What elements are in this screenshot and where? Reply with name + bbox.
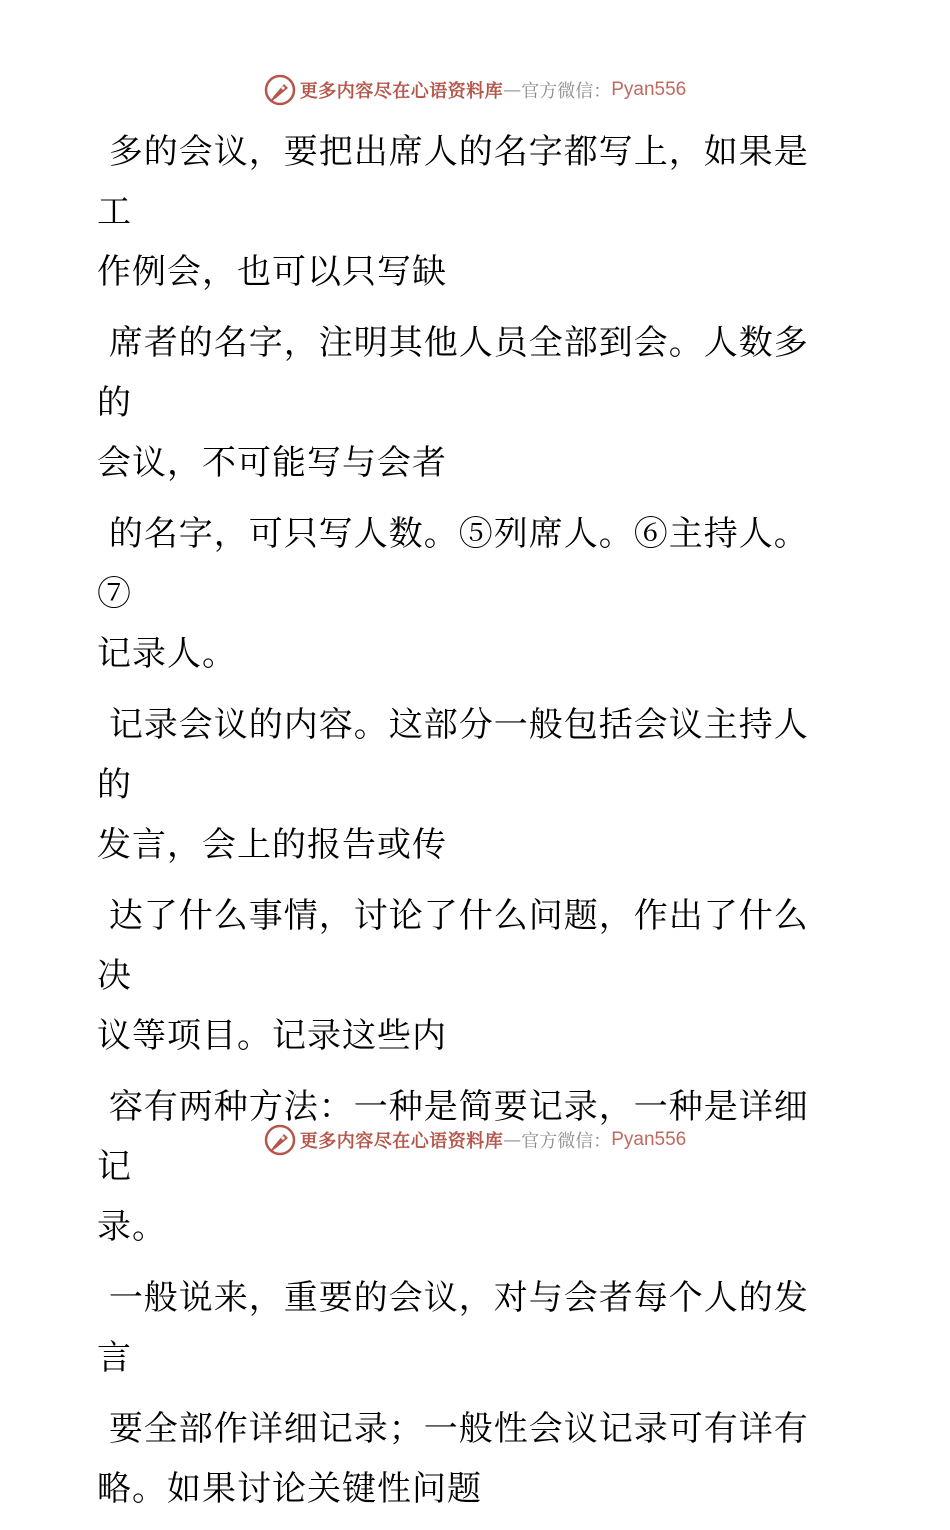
paragraph-line: 录。 [97,1207,167,1247]
wechat-id: Pyan556 [611,1129,687,1150]
brand-separator: — [503,1129,522,1151]
paragraph-line: 要全部作详细记录；一般性会议记录可有详有 [97,1409,809,1449]
paragraph [97,695,837,875]
brand-text: 更多内容尽在心语资料库 [299,1131,504,1152]
wechat-id: Pyan556 [611,79,687,100]
header-watermark [0,70,950,110]
paragraph-line: 记录会议的内容。这部分一般包括会议主持人的 [97,705,809,805]
footer-watermark [0,1120,950,1160]
paragraph-line: 席者的名字，注明其他人员全部到会。人数多的 [97,323,809,423]
document-body [97,122,837,1530]
paragraph [97,886,837,1066]
pen-nib-logo-icon [264,74,296,106]
paragraph-line: 达了什么事情，讨论了什么问题，作出了什么决 [97,896,809,996]
paragraph-line: 发言，会上的报告或传 [97,825,447,865]
paragraph-line: 一般说来，重要的会议，对与会者每个人的发言 [97,1278,809,1378]
paragraph [97,313,837,493]
paragraph-line: 记录人。 [97,634,237,674]
paragraph-line: 会议，不可能写与会者 [97,443,447,483]
pen-nib-logo-icon [264,1124,296,1156]
paragraph [97,1268,837,1388]
brand-separator: — [503,79,522,101]
paragraph [97,1077,837,1257]
official-label: 官方微信： [521,81,612,102]
paragraph-line: 容有两种方法：一种是简要记录，一种是详细记 [97,1087,809,1187]
paragraph-line: 略。如果讨论关键性问题 [97,1469,482,1509]
paragraph [97,504,837,684]
paragraph [97,1399,837,1519]
paragraph-line: 议等项目。记录这些内 [97,1016,447,1056]
brand-text: 更多内容尽在心语资料库 [299,81,504,102]
paragraph-line: 作例会，也可以只写缺 [97,252,447,292]
paragraph-line: 的名字，可只写人数。⑤列席人。⑥主持人。⑦ [97,514,809,614]
paragraph [97,122,837,302]
official-label: 官方微信： [521,1131,612,1152]
paragraph-line: 多的会议，要把出席人的名字都写上，如果是工 [97,132,809,232]
